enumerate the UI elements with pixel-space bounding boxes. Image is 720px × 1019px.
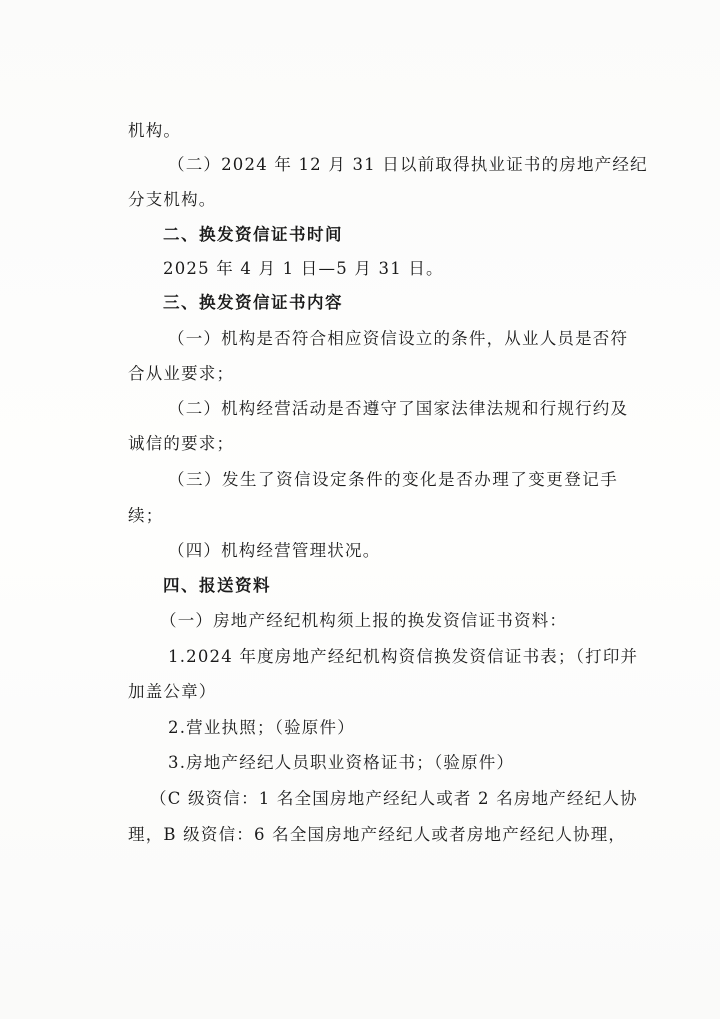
- text-line: 诚信的要求；: [128, 434, 235, 453]
- text-line: （二）机构经营活动是否遵守了国家法律法规和行规行约及: [168, 399, 629, 418]
- text-line: 续；: [128, 506, 164, 525]
- text-line: 分支机构。: [128, 190, 217, 209]
- text-line: 2.营业执照；（验原件）: [168, 718, 355, 737]
- text-line: 合从业要求；: [128, 364, 235, 383]
- text-line: 机构。: [128, 121, 182, 140]
- section-heading: 二、换发资信证书时间: [163, 225, 343, 244]
- text-line: 1.2024 年度房地产经纪机构资信换发资信证书表；（打印并: [168, 647, 639, 666]
- text-line: （四）机构经营管理状况。: [168, 541, 381, 560]
- text-line: （C 级资信：1 名全国房地产经纪人或者 2 名房地产经纪人协: [150, 789, 638, 808]
- section-heading: 四、报送资料: [163, 576, 271, 595]
- text-line: （三）发生了资信设定条件的变化是否办理了变更登记手: [168, 470, 618, 489]
- text-line: 加盖公章）: [128, 682, 217, 701]
- text-line: （一）机构是否符合相应资信设立的条件，从业人员是否符: [168, 329, 629, 348]
- text-line: （二）2024 年 12 月 31 日以前取得执业证书的房地产经纪: [168, 155, 648, 174]
- text-line: 3.房地产经纪人员职业资格证书；（验原件）: [168, 753, 515, 772]
- section-heading: 三、换发资信证书内容: [163, 293, 343, 312]
- text-line: 2025 年 4 月 1 日—5 月 31 日。: [163, 259, 444, 278]
- text-line: 理，B 级资信：6 名全国房地产经纪人或者房地产经纪人协理，: [128, 825, 627, 844]
- text-line: （一）房地产经纪机构须上报的换发资信证书资料：: [160, 611, 568, 630]
